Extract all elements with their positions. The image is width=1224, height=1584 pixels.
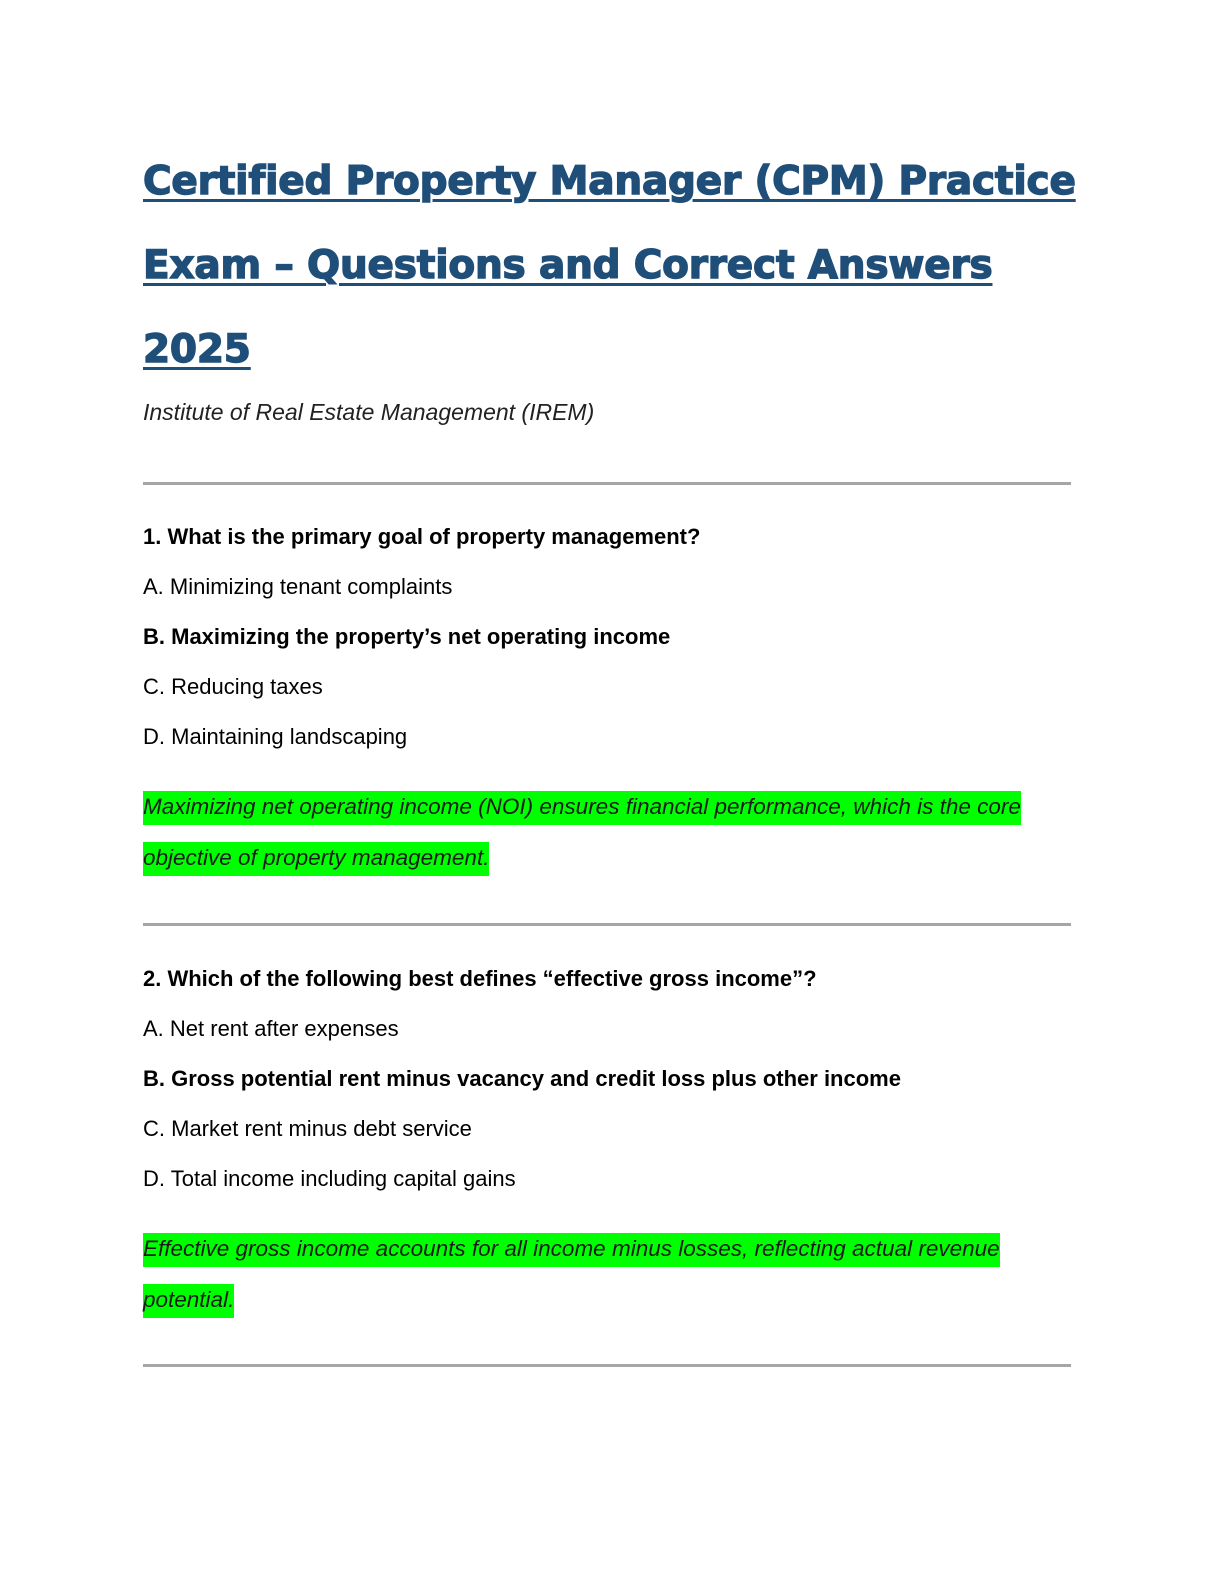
document-subtitle: Institute of Real Estate Management (IREM) bbox=[143, 399, 595, 425]
option-a: A. Net rent after expenses bbox=[143, 1016, 399, 1041]
section-divider bbox=[143, 923, 1071, 926]
section-divider bbox=[143, 482, 1071, 485]
explanation-text: Effective gross income accounts for all income minus losses, reflecting actual revenue potential. bbox=[143, 1233, 1000, 1318]
explanation-text: Maximizing net operating income (NOI) ensures financial performance, which is the core objective of property management. bbox=[143, 791, 1021, 876]
option-d: D. Maintaining landscaping bbox=[143, 724, 408, 749]
question-1 bbox=[143, 520, 1071, 883]
option-a: A. Minimizing tenant complaints bbox=[143, 574, 453, 599]
option-b-correct: B. Gross potential rent minus vacancy and credit loss plus other income bbox=[143, 1066, 901, 1091]
question-2 bbox=[143, 962, 1071, 1325]
section-divider bbox=[143, 1364, 1071, 1367]
answer-explanation bbox=[143, 782, 1071, 883]
question-text: 2. Which of the following best defines “effective gross income”? bbox=[143, 966, 817, 991]
document-title: Certified Property Manager (CPM) Practice Exam – Questions and Correct Answers 2025 bbox=[143, 159, 1076, 372]
option-c: C. Market rent minus debt service bbox=[143, 1116, 472, 1141]
answer-explanation bbox=[143, 1224, 1071, 1325]
option-d: D. Total income including capital gains bbox=[143, 1166, 516, 1191]
question-text: 1. What is the primary goal of property management? bbox=[143, 524, 701, 549]
option-b-correct: B. Maximizing the property’s net operating income bbox=[143, 624, 671, 649]
option-c: C. Reducing taxes bbox=[143, 674, 323, 699]
